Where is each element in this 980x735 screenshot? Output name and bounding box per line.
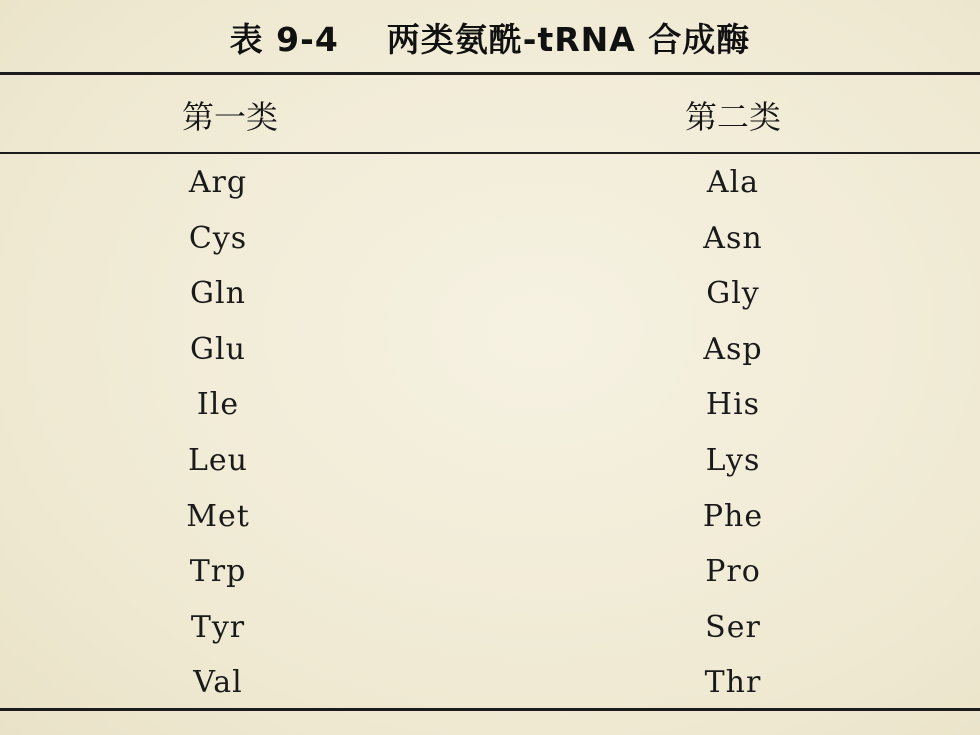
table-title: 两类氨酰-tRNA 合成酶 — [386, 20, 751, 59]
table-caption — [0, 14, 980, 61]
table-cell: Ile — [196, 387, 240, 423]
table-cell: Glu — [190, 331, 246, 367]
top-rule — [0, 72, 980, 75]
table-cell: Thr — [704, 665, 762, 701]
table-cell: Leu — [188, 442, 248, 478]
table-cell: Pro — [705, 554, 761, 590]
table-cell: Gly — [706, 276, 760, 312]
table-cell: Cys — [188, 220, 248, 256]
bottom-rule — [0, 708, 980, 711]
table-cell: Ala — [706, 165, 760, 200]
class-two-column — [583, 160, 883, 716]
table-number: 表 9-4 — [229, 20, 339, 59]
header-rule — [0, 152, 980, 154]
table-cell: Tyr — [190, 609, 246, 645]
table-cell: Phe — [702, 498, 764, 534]
table-cell: His — [705, 387, 761, 423]
table-cell: Asn — [703, 220, 763, 256]
column-header-class-one: 第一类 — [181, 98, 278, 136]
table-cell: Gln — [190, 276, 246, 312]
table-cell: Lys — [705, 442, 761, 478]
class-one-column — [68, 160, 368, 716]
table-cell: Trp — [189, 554, 247, 590]
table-cell: Val — [193, 665, 243, 701]
table-cell: Met — [186, 498, 250, 534]
table-cell: Asp — [703, 331, 763, 367]
table-cell: Ser — [705, 609, 761, 645]
table-cell: Arg — [188, 165, 248, 200]
column-header-class-two: 第二类 — [684, 98, 781, 136]
